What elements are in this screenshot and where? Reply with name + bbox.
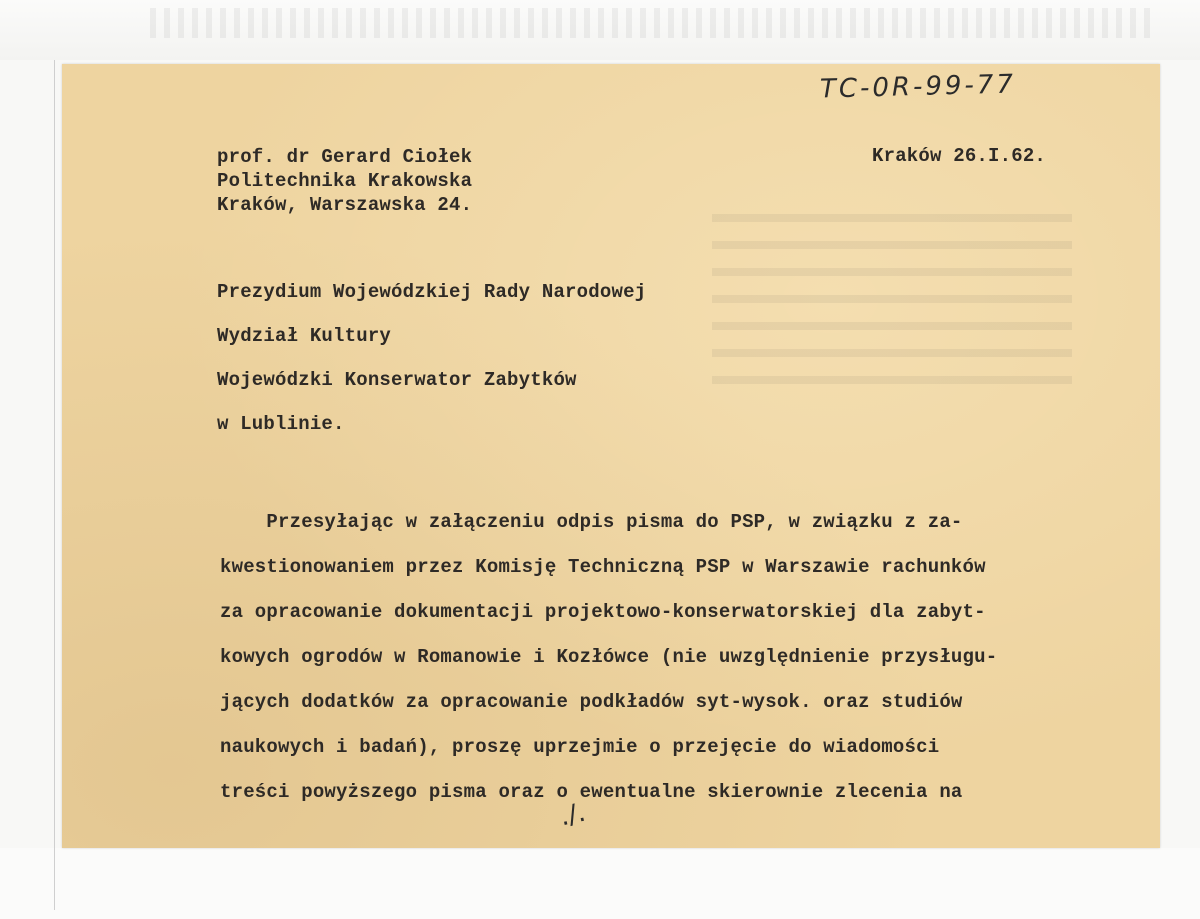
sender-address: Kraków, Warszawska 24. [217, 194, 473, 216]
recipient-line: Wydział Kultury [217, 325, 392, 347]
body-line: naukowych i badań), proszę uprzejmie o przejęcie do wiadomości [220, 736, 940, 758]
sender-block [217, 145, 472, 217]
letter-body [220, 500, 997, 815]
body-line: kwestionowaniem przez Komisję Techniczną PSP w Warszawie rachunków [220, 556, 986, 578]
continuation-mark: ./. [557, 797, 589, 833]
letter-date: Kraków 26.I.62. [872, 145, 1047, 167]
body-line: jących dodatków za opracowanie podkładów syt-wysok. oraz studiów [220, 691, 963, 713]
recipient-line: w Lublinie. [217, 413, 345, 435]
scan-background-bottom [0, 848, 1200, 919]
scan-edge-line [54, 60, 55, 910]
sender-name: prof. dr Gerard Ciołek [217, 146, 473, 168]
bleed-through-text [150, 8, 1150, 38]
body-line: treści powyższego pisma oraz o ewentualne skierownie zlecenia na [220, 781, 963, 803]
body-line: Przesyłając w załączeniu odpis pisma do PSP, w związku z za- [220, 511, 963, 533]
recipient-line: Prezydium Wojewódzkiej Rady Narodowej [217, 281, 647, 303]
bleed-through-text [712, 214, 1072, 384]
recipient-line: Wojewódzki Konserwator Zabytków [217, 369, 577, 391]
handwritten-reference-code: TC-0R-99-77 [819, 69, 1017, 105]
body-line: za opracowanie dokumentacji projektowo-konserwatorskiej dla zabyt- [220, 601, 986, 623]
recipient-block [217, 270, 646, 446]
sender-institution: Politechnika Krakowska [217, 170, 473, 192]
body-line: kowych ogrodów w Romanowie i Kozłówce (nie uwzględnienie przysługu- [220, 646, 998, 668]
